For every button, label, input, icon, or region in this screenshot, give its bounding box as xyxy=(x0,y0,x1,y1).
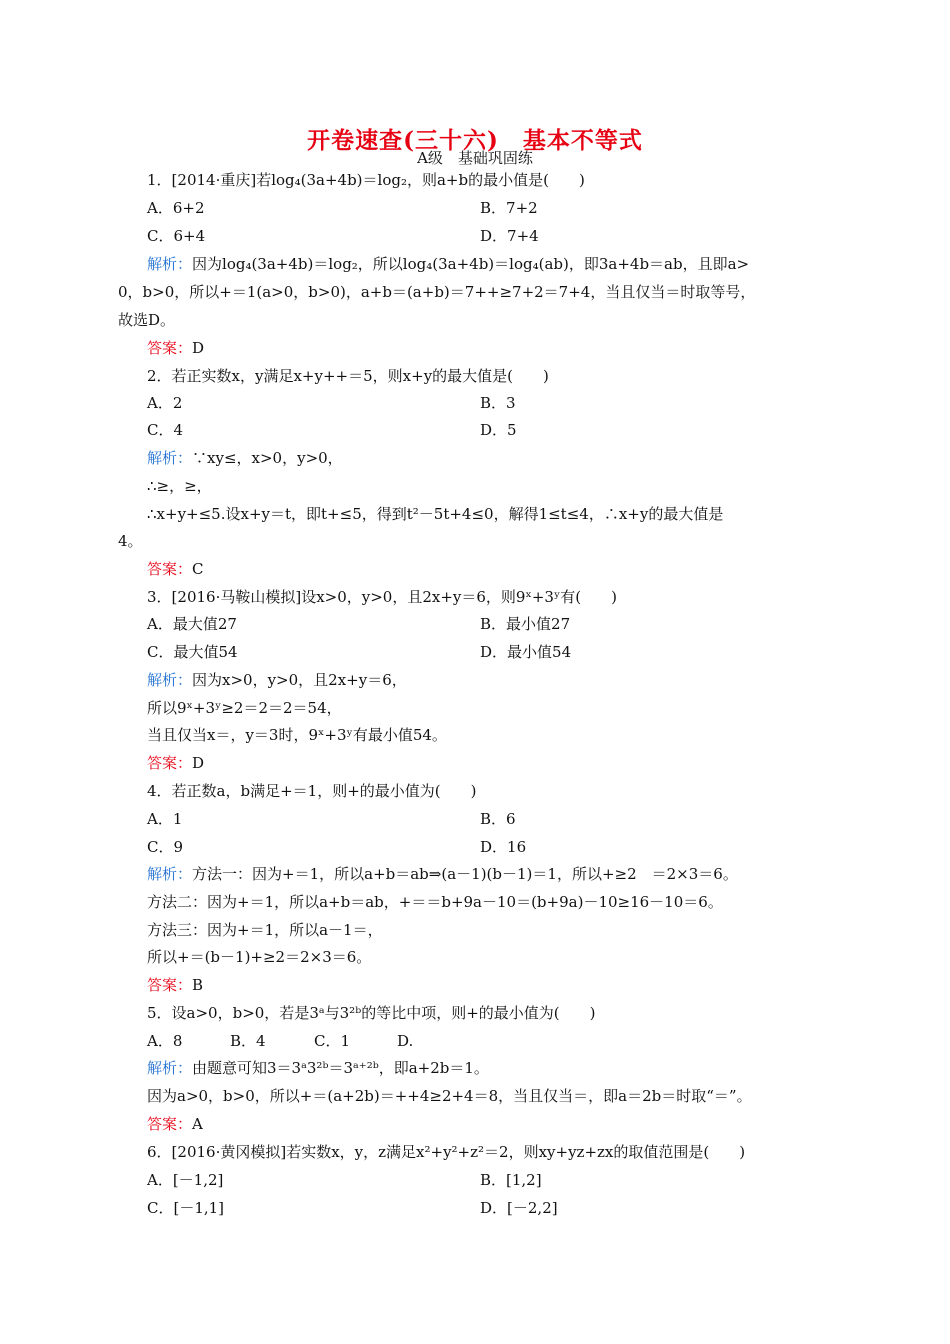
question-5-option-c: C．1 xyxy=(314,1032,351,1050)
question-1-analysis-line-3: 故选D。 xyxy=(118,311,176,329)
answer-value: D xyxy=(192,339,205,357)
question-3-option-a: A．最大值27 xyxy=(147,615,237,633)
question-3-option-d: D．最小值54 xyxy=(480,643,572,661)
question-3-analysis-line-2: 所以9ˣ+3ʸ≥2＝2＝2＝54， xyxy=(147,699,342,717)
analysis-text: 由题意可知3＝3ᵃ3²ᵇ＝3ᵃ⁺²ᵇ，即a+2b＝1。 xyxy=(192,1059,489,1077)
question-4-analysis-line-3: 方法三：因为+＝1，所以a－1＝， xyxy=(147,921,383,939)
question-5-analysis-line-2: 因为a>0，b>0，所以+＝(a+2b)＝++4≥2+4＝8，当且仅当＝，即a＝2b＝时取“＝”。 xyxy=(147,1087,752,1105)
analysis-text: 因为x>0，y>0，且2x+y＝6， xyxy=(192,671,407,689)
answer-value: A xyxy=(192,1115,203,1133)
page-title: 开卷速查(三十六) 基本不等式 xyxy=(307,127,643,154)
question-4-option-d: D．16 xyxy=(480,838,527,856)
analysis-text: 方法一：因为+＝1，所以a+b＝ab⇒(a－1)(b－1)＝1，所以+≥2 ＝2×3＝6。 xyxy=(192,865,738,883)
answer-value: D xyxy=(192,754,205,772)
answer-label: 答案： xyxy=(147,754,193,772)
question-1-option-c: C．6+4 xyxy=(147,227,206,245)
question-3-stem: 3．[2016·马鞍山模拟]设x>0，y>0，且2x+y＝6，则9ˣ+3ʸ有( ) xyxy=(147,588,618,606)
answer-label: 答案： xyxy=(147,1115,193,1133)
question-3-answer xyxy=(147,753,204,773)
question-5-analysis xyxy=(147,1058,489,1078)
question-3-analysis xyxy=(147,670,407,690)
page-subtitle: A级 基础巩固练 xyxy=(417,149,533,167)
question-5-option-b: B．4 xyxy=(230,1032,266,1050)
question-3-option-c: C．最大值54 xyxy=(147,643,238,661)
question-2-analysis-line-3: ∴x+y+≤5.设x+y＝t，即t+≤5，得到t²－5t+4≤0，解得1≤t≤4，∴x+y的最大值是 xyxy=(147,505,724,523)
analysis-text: 因为log₄(3a+4b)＝log₂，所以log₄(3a+4b)＝log₄(ab)，即3a+4b＝ab，且即a> xyxy=(192,255,750,273)
question-4-answer xyxy=(147,975,203,995)
question-2-answer xyxy=(147,559,204,579)
question-3-analysis-line-3: 当且仅当x＝，y＝3时，9ˣ+3ʸ有最小值54。 xyxy=(147,726,447,744)
answer-label: 答案： xyxy=(147,339,193,357)
question-5-option-d: D. xyxy=(397,1032,414,1050)
question-2-stem: 2．若正实数x，y满足x+y++＝5，则x+y的最大值是( ) xyxy=(147,367,549,385)
analysis-label: 解析： xyxy=(147,255,193,273)
question-6-option-b: B．[1,2] xyxy=(480,1171,542,1189)
answer-value: B xyxy=(192,976,204,994)
question-4-analysis-line-4: 所以+＝(b－1)+≥2＝2×3＝6。 xyxy=(147,948,372,966)
question-5-answer xyxy=(147,1114,203,1134)
question-6-option-c: C．[－1,1] xyxy=(147,1199,225,1217)
question-1-analysis xyxy=(147,254,749,274)
analysis-label: 解析： xyxy=(147,865,193,883)
question-1-option-b: B．7+2 xyxy=(480,199,538,217)
analysis-label: 解析： xyxy=(147,1059,193,1077)
question-4-option-c: C．9 xyxy=(147,838,184,856)
question-4-option-a: A．1 xyxy=(147,810,183,828)
question-4-analysis-line-2: 方法二：因为+＝1，所以a+b＝ab，+＝＝b+9a－10＝(b+9a)－10≥16－10＝6。 xyxy=(147,893,723,911)
question-2-analysis-line-2: ∴≥，≥， xyxy=(147,477,212,495)
question-6-option-d: D．[－2,2] xyxy=(480,1199,558,1217)
question-1-stem: 1．[2014·重庆]若log₄(3a+4b)＝log₂，则a+b的最小值是( ) xyxy=(147,171,585,189)
analysis-text: ∵xy≤，x>0，y>0， xyxy=(192,449,343,467)
question-6-stem: 6．[2016·黄冈模拟]若实数x，y，z满足x²+y²+z²＝2，则xy+yz+zx的取值范围是( ) xyxy=(147,1143,746,1161)
question-6-option-a: A．[－1,2] xyxy=(147,1171,224,1189)
question-1-option-a: A．6+2 xyxy=(147,199,205,217)
question-1-answer xyxy=(147,338,204,358)
question-2-analysis-line-4: 4。 xyxy=(118,532,143,550)
answer-label: 答案： xyxy=(147,976,193,994)
question-5-stem: 5．设a>0，b>0，若是3ᵃ与3²ᵇ的等比中项，则+的最小值为( ) xyxy=(147,1004,596,1022)
question-1-analysis-line-2: 0，b>0，所以+＝1(a>0，b>0)，a+b＝(a+b)＝7++≥7+2＝7+4，当且仅当＝时取等号， xyxy=(118,283,756,301)
question-2-option-a: A．2 xyxy=(147,394,183,412)
question-2-option-b: B．3 xyxy=(480,394,516,412)
question-4-option-b: B．6 xyxy=(480,810,516,828)
question-1-option-d: D．7+4 xyxy=(480,227,539,245)
question-2-option-c: C．4 xyxy=(147,421,184,439)
analysis-label: 解析： xyxy=(147,671,193,689)
question-2-analysis xyxy=(147,448,343,468)
question-5-option-a: A．8 xyxy=(147,1032,183,1050)
answer-value: C xyxy=(192,560,204,578)
question-2-option-d: D．5 xyxy=(480,421,517,439)
question-3-option-b: B．最小值27 xyxy=(480,615,571,633)
analysis-label: 解析： xyxy=(147,449,193,467)
question-4-stem: 4．若正数a，b满足+＝1，则+的最小值为( ) xyxy=(147,782,477,800)
answer-label: 答案： xyxy=(147,560,193,578)
question-4-analysis xyxy=(147,864,738,884)
